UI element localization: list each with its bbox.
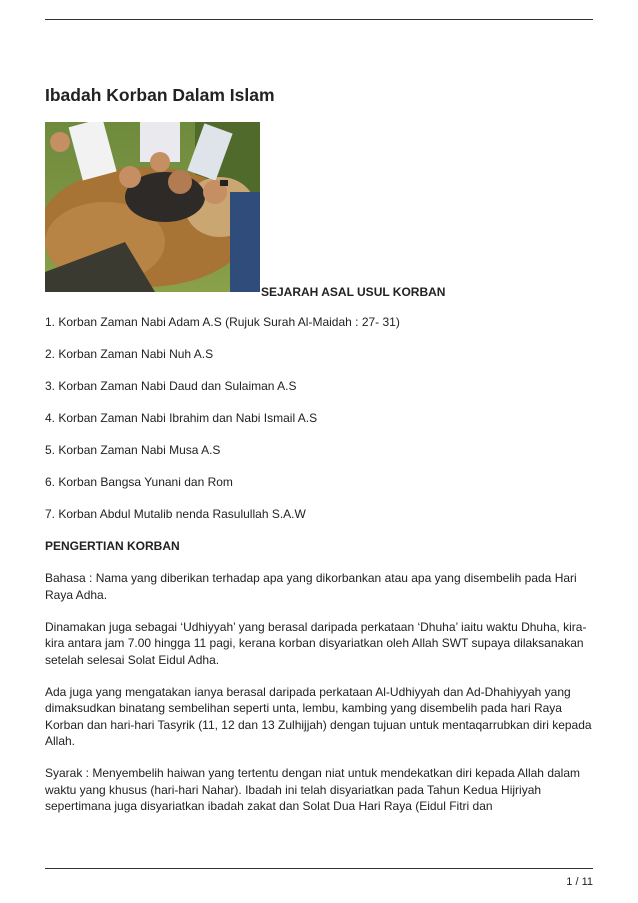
list-item: 1. Korban Zaman Nabi Adam A.S (Rujuk Surah Al-Maidah : 27- 31) <box>45 315 400 329</box>
list-item: 3. Korban Zaman Nabi Daud dan Sulaiman A.S <box>45 379 297 393</box>
cattle-slaughter-photo <box>45 122 260 292</box>
paragraph-bahasa: Bahasa : Nama yang diberikan terhadap apa yang dikorbankan atau apa yang disembelih pada Hari Raya Adha. <box>45 571 577 602</box>
header-rule <box>45 19 593 20</box>
page-indicator: 1 / 11 <box>566 876 593 888</box>
history-list <box>45 314 595 523</box>
list-item: 7. Korban Abdul Mutalib nenda Rasulullah S.A.W <box>45 507 306 521</box>
list-item: 5. Korban Zaman Nabi Musa A.S <box>45 443 221 457</box>
list-item: 4. Korban Zaman Nabi Ibrahim dan Nabi Ismail A.S <box>45 411 318 425</box>
paragraph-syarak: Syarak : Menyembelih haiwan yang tertentu dengan niat untuk mendekatkan diri kepada Allah dalam waktu yang khusus (hari-hari Nahar). Ibadah ini telah disyariatkan pada Tahun Kedua Hijriyah sepertimana juga disyariatkan ibadah zakat dan Solat Dua Hari Raya (Eidul Fitri dan <box>45 766 581 813</box>
document-body <box>45 314 595 830</box>
paragraph-udhiyyah: Dinamakan juga sebagai ‘Udhiyyah’ yang berasal daripada perkataan ‘Dhuha’ iaitu waktu Dhuha, kira-kira antara jam 7.00 hingga 11 pagi, kerana korban disyariatkan oleh Allah SWT supaya dilaksanakan setelah selesai Solat Eidul Adha. <box>45 619 587 667</box>
document-title: Ibadah Korban Dalam Islam <box>45 85 275 105</box>
image-caption: SEJARAH ASAL USUL KORBAN <box>261 285 446 299</box>
paragraph-origin: Ada juga yang mengatakan ianya berasal daripada perkataan Al-Udhiyyah dan Ad-Dhahiyyah yang dimaksudkan binatang sembelihan seperti unta, lembu, kambing yang disembelih pada hari Raya Korban dan hari-hari Tasyrik (11, 12 dan 13 Zulhijjah) dengan tujuan untuk mentaqarrubkan diri kepada Allah. <box>45 684 592 748</box>
list-item: 6. Korban Bangsa Yunani dan Rom <box>45 475 233 489</box>
list-item: 2. Korban Zaman Nabi Nuh A.S <box>45 347 214 361</box>
section-heading: PENGERTIAN KORBAN <box>45 539 180 553</box>
footer-rule <box>45 868 593 869</box>
